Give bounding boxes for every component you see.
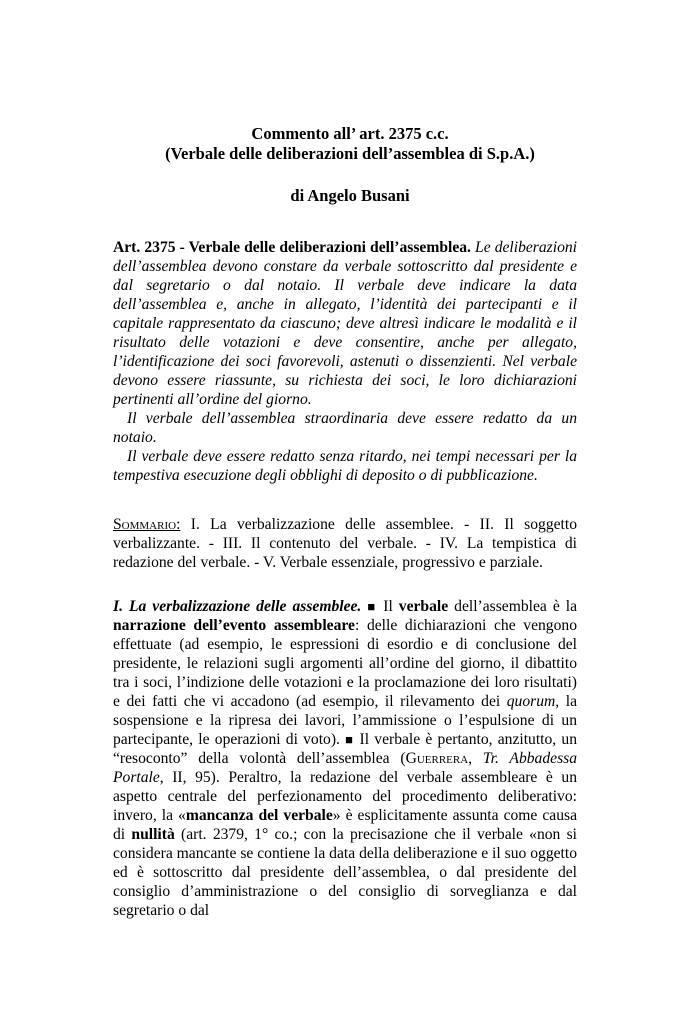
article-paragraph-3: Il verbale deve essere redatto senza ritardo, nei tempi necessari per la tempestiva esecuzione degli obblighi di deposito o di pubblicazione. bbox=[113, 448, 577, 484]
article-body-1: Le deliberazioni dell’assemblea devono constare da verbale sottoscritto dal presidente e dal segretario o dal notaio. Il verbale deve indicare la data dell’assemblea e, anche in allegato, l’identità dei partecipanti e il capitale rappresentato da ciascuno; deve altresì indicare le modalità e il risultato delle votazioni e deve consentire, anche per allegato, l’identificazione dei soci favorevoli, astenuti o dissenzienti. Nel verbale devono essere riassunte, su richiesta dei soci, le loro dichiarazioni pertinenti all’ordine del giorno. bbox=[113, 239, 577, 408]
author-line: di Angelo Busani bbox=[290, 186, 410, 205]
document-title bbox=[0, 124, 700, 164]
summary bbox=[113, 515, 577, 572]
section-marker: ■ bbox=[367, 599, 378, 614]
title-line-1: Commento all’ art. 2375 c.c. bbox=[251, 124, 449, 143]
article-paragraph-2: Il verbale dell’assemblea straordinaria deve essere redatto da un notaio. bbox=[113, 410, 577, 446]
article-paragraph-1: Art. 2375 - Verbale delle deliberazioni dell’assemblea. Le deliberazioni dell’assemblea devono constare da verbale sottoscritto dal presidente e dal segretario o dal notaio. Il verbale deve indicare la data dell’assemblea e, anche in allegato, l’identità dei partecipanti e il capitale rappresentato da ciascuno; deve altresì indicare le modalità e il risultato delle votazioni e deve consentire, anche per allegato, l’identificazione dei soci favorevoli, astenuti o dissenzienti. Nel verbale devono essere riassunte, su richiesta dei soci, le loro dichiarazioni pertinenti all’ordine del giorno. bbox=[113, 239, 577, 408]
article-text bbox=[113, 238, 577, 485]
section-marker: ■ bbox=[345, 732, 355, 747]
section-1-paragraph: I. La verbalizzazione delle assemblee. ■ Il verbale dell’assemblea è la narrazione dell’evento assembleare: delle dichiarazioni che vengono effettuate (ad esempio, le espressioni di esordio e di conclusione del presidente, le relazioni sugli argomenti all’ordine del giorno, il dibattito tra i soci, l’indizione delle votazioni e la proclamazione dei loro risultati) e dei fatti che vi accadono (ad esempio, il rilevamento dei quorum, la sospensione e la ripresa dei lavori, l’ammissione o l’espulsione di un partecipante, le operazioni di voto). ■ Il verbale è pertanto, anzitutto, un “resoconto” della volontà dell’assemblea (Guerrera, Tr. Abbadessa Portale, II, 95). Peraltro, la redazione del verbale assembleare è un aspetto centrale del perfezionamento del procedimento deliberativo: invero, la «mancanza del verbale» è esplicitamente assunta come causa di nullità (art. 2379, 1° co.; con la precisazione che il verbale «non si considera mancante se contiene la data della deliberazione e il suo oggetto ed è sottoscritto dal presidente dell’assemblea, o dal presidente del consiglio d’amministrazione o del consiglio di sorveglianza e dal segretario o dal bbox=[113, 598, 578, 919]
title-line-2: (Verbale delle deliberazioni dell’assemblea di S.p.A.) bbox=[165, 144, 535, 163]
section-1 bbox=[113, 597, 577, 920]
summary-label: Sommario: bbox=[113, 516, 181, 533]
author-citation: Guerrera bbox=[405, 750, 469, 767]
section-1-title: I. La verbalizzazione delle assemblee. bbox=[113, 598, 362, 615]
summary-text: I. La verbalizzazione delle assemblee. - II. Il soggetto verbalizzante. - III. Il contenuto del verbale. - IV. La tempistica di redazione del verbale. - V. Verbale essenziale, progressivo e parziale. bbox=[113, 516, 577, 571]
article-heading: Art. 2375 - Verbale delle deliberazioni dell’assemblea bbox=[113, 239, 468, 256]
